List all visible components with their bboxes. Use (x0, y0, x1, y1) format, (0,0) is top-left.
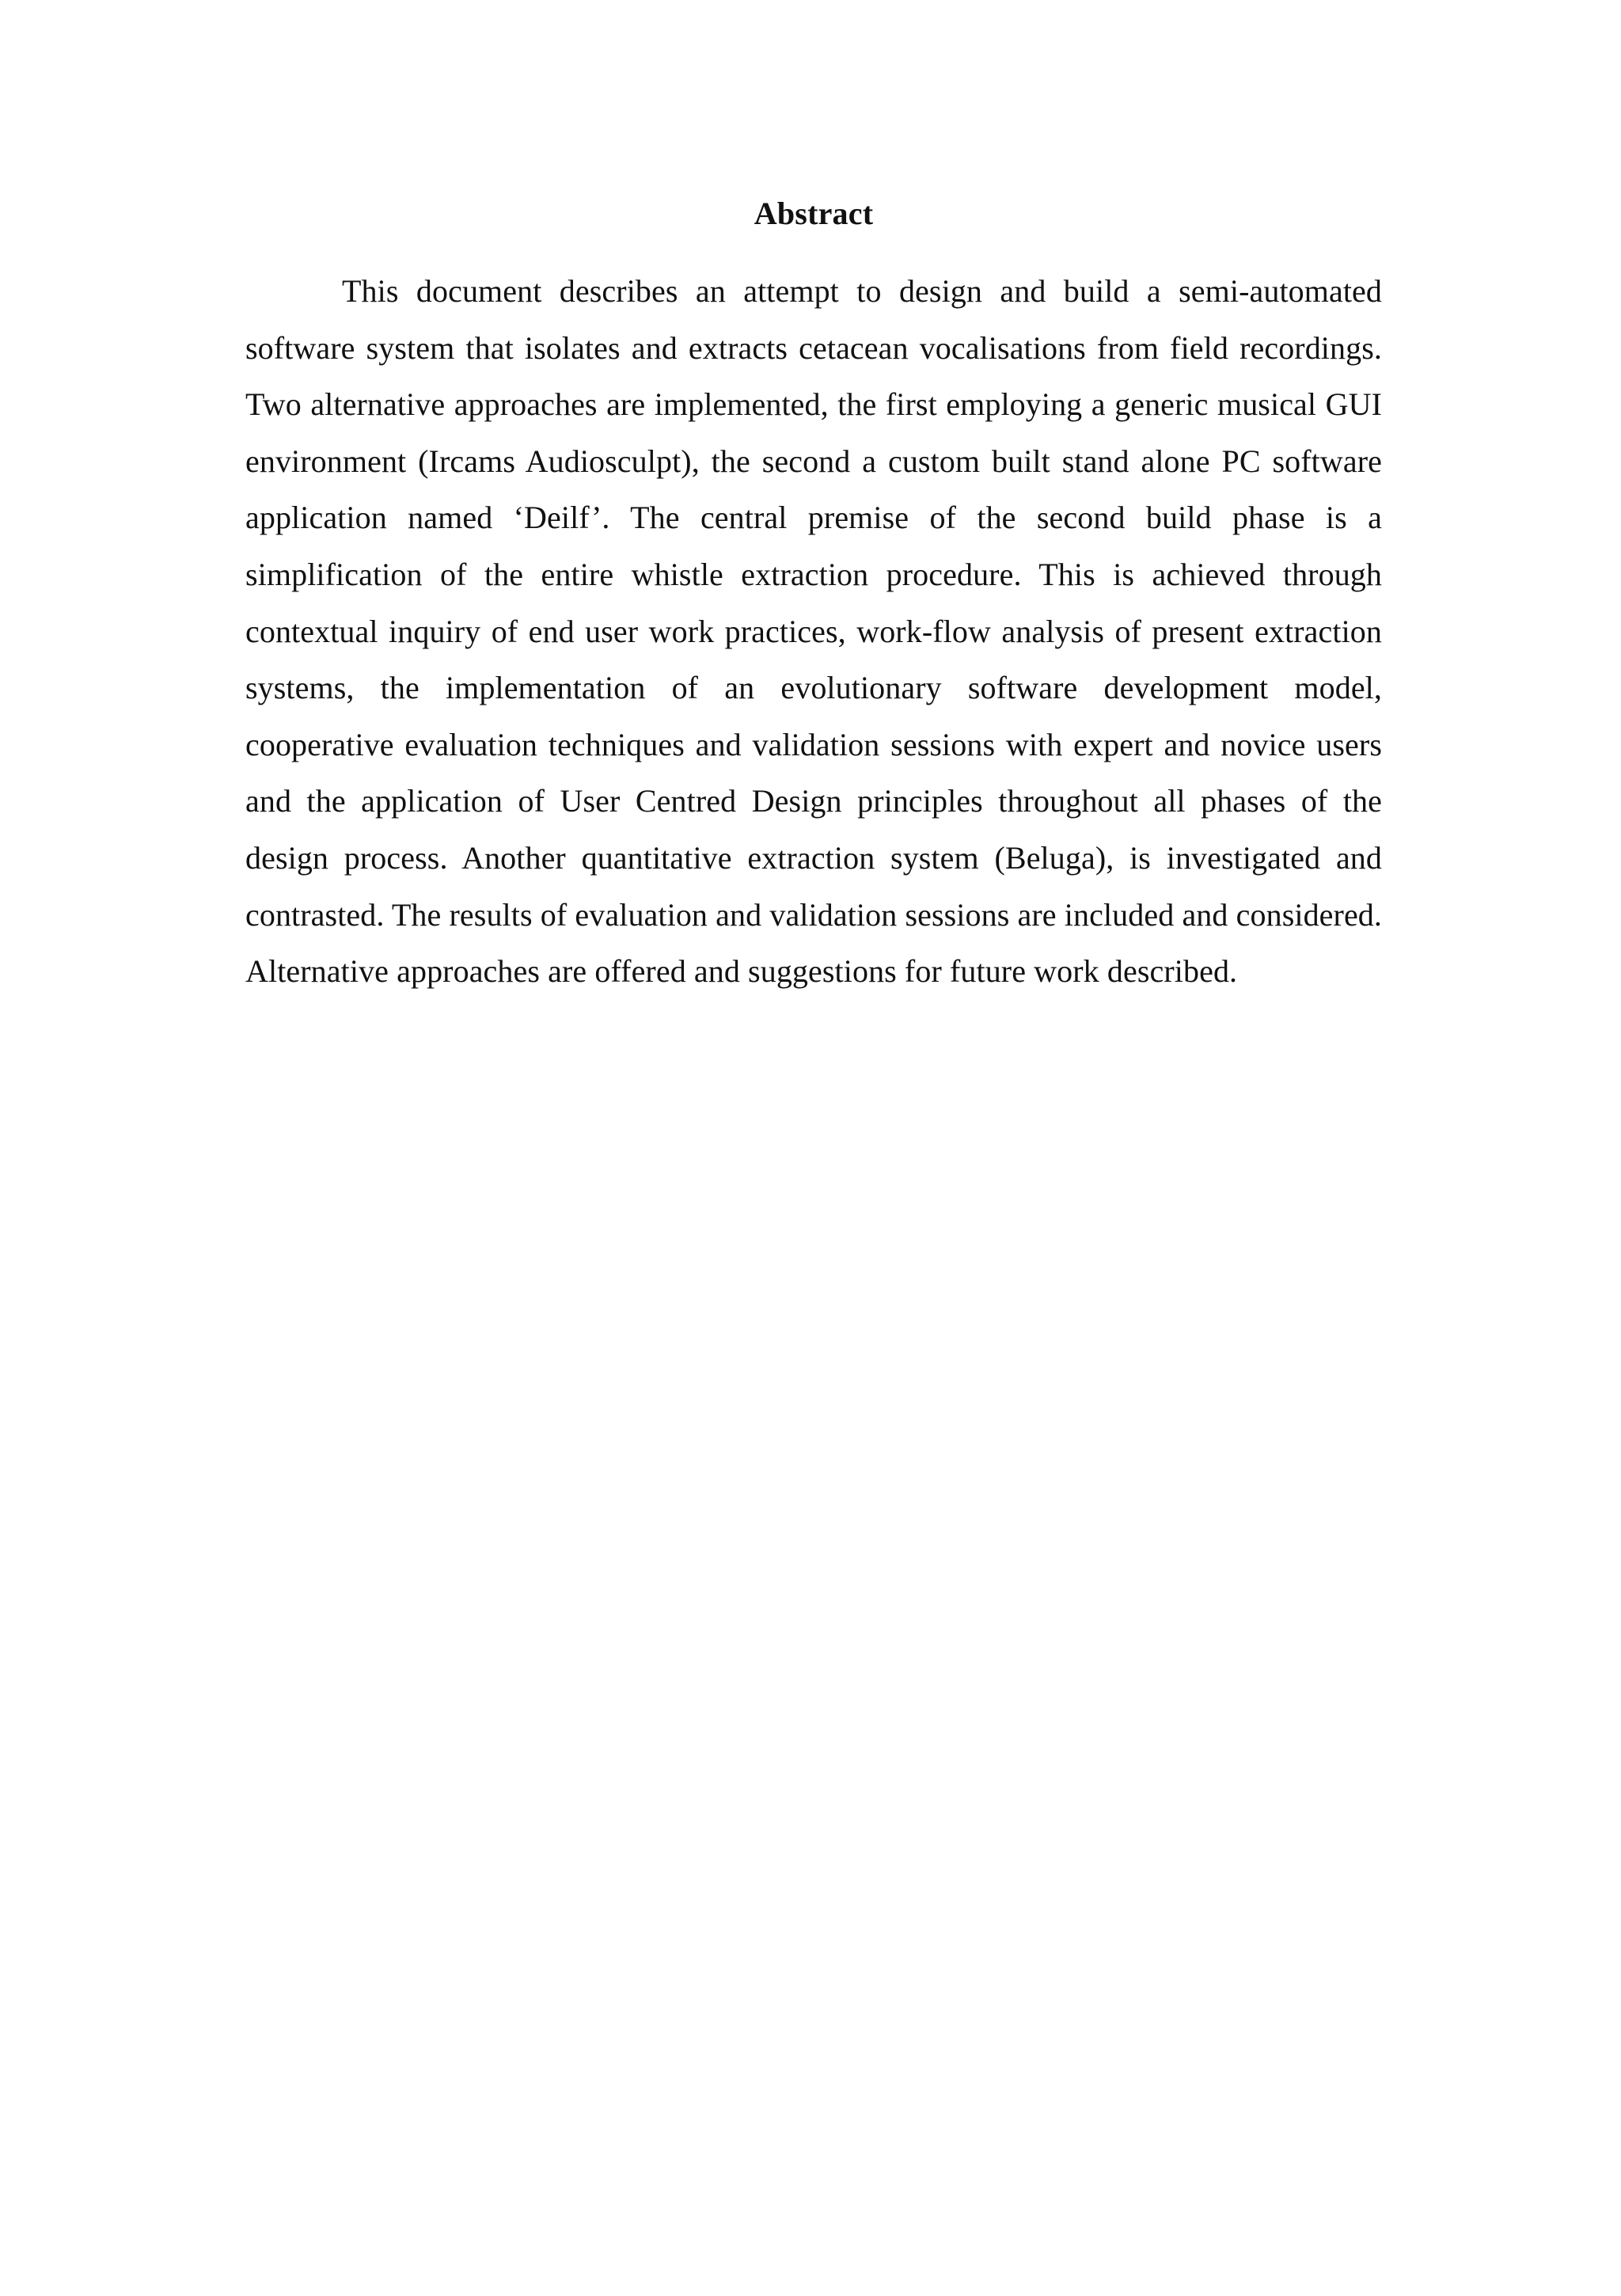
abstract-paragraph: This document describes an attempt to design and build a semi-automated software system that isolates and extracts cetacean vocalisations from field recordings. Two alternative approaches are implemented, the first employing a generic musical GUI environment (Ircams Audiosculpt), the second a custom built stand alone PC software application named ‘Deilf’. The central premise of the second build phase is a simplification of the entire whistle extraction procedure. This is achieved through contextual inquiry of end user work practices, work-flow analysis of present extraction systems, the implementation of an evolutionary software development model, cooperative evaluation techniques and validation sessions with expert and novice users and the application of User Centred Design principles throughout all phases of the design process. Another quantitative extraction system (Beluga), is investigated and contrasted. The results of evaluation and validation sessions are included and considered. Alternative approaches are offered and suggestions for future work described. (245, 273, 1382, 990)
abstract-title: Abstract (754, 196, 874, 231)
abstract-section (245, 188, 1382, 1000)
